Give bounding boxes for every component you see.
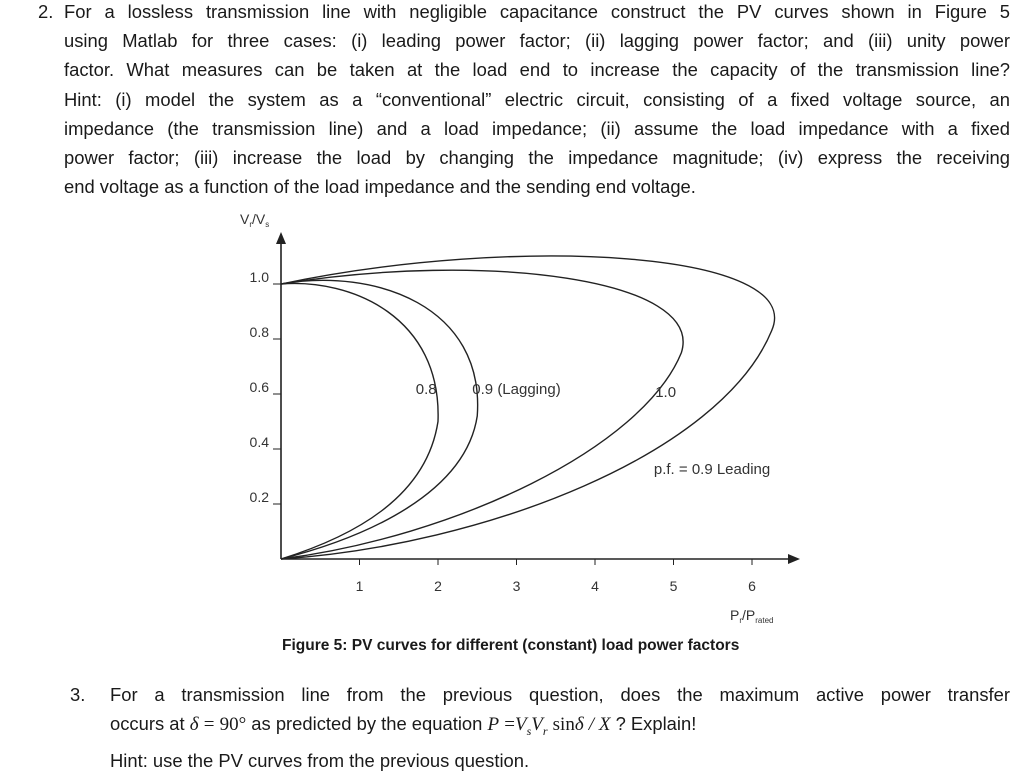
curve-label: 1.0 (655, 383, 677, 401)
text-fragment: occurs at (110, 713, 185, 735)
pv-curves-chart (200, 200, 820, 630)
equation-v: V (531, 714, 543, 736)
axis-label-part: /P (742, 607, 756, 623)
y-tick-label: 0.8 (249, 324, 269, 340)
equation-v: V (514, 714, 527, 736)
x-axis-arrow (788, 554, 800, 564)
axis-label-part: s (265, 220, 270, 229)
curve-label: p.f. = 0.9 Leading (653, 460, 771, 478)
y-tick-label: 0.4 (249, 434, 269, 450)
pv-curve-4 (281, 256, 775, 559)
question-3-line: Hint: use the PV curves from the previous question. (110, 750, 530, 772)
y-axis-label (240, 211, 269, 229)
axis-label-part: /V (252, 211, 266, 227)
x-tick-label: 4 (591, 578, 599, 594)
axis-label-part: P (730, 607, 740, 623)
text-fragment: ? Explain! (615, 713, 697, 735)
question-2-text (64, 0, 1010, 201)
pv-curve-3 (281, 270, 683, 559)
axis-label-part: r (739, 616, 743, 625)
question-3-line-2 (110, 709, 1010, 746)
figure-caption: Figure 5: PV curves for different (constant) load power factors (282, 637, 740, 654)
equals-sign: = (504, 714, 515, 736)
x-tick-label: 2 (434, 578, 442, 594)
question-2-line: factor. What measures can be taken at the load end to increase the capacity of the transmission line? (64, 59, 1010, 81)
question-2 (38, 0, 1010, 201)
pv-curve-2 (281, 280, 478, 559)
question-2-line: using Matlab for three cases: (i) leading power factor; (ii) lagging power factor; and (iii) unity power (64, 30, 1010, 52)
x-axis-label (730, 607, 773, 625)
y-tick-label: 0.2 (249, 489, 269, 505)
axis-label-part: V (240, 211, 250, 227)
y-axis-arrow (276, 232, 286, 244)
axis-label-part: r (249, 220, 253, 229)
y-tick-label: 1.0 (249, 269, 269, 285)
text-fragment: as predicted by the equation (251, 713, 483, 735)
x-tick-label: 1 (355, 578, 364, 594)
question-3-text (110, 680, 1010, 776)
equation-p: P (487, 714, 500, 736)
question-2-line: Hint: (i) model the system as a “conventional” electric circuit, consisting of a fixed voltage source, an (64, 88, 1010, 110)
equation-sin: sin (552, 714, 575, 736)
question-2-number: 2. (38, 1, 54, 22)
chart-labels (240, 211, 773, 625)
delta-symbol: δ (574, 714, 584, 736)
subscript-s: s (526, 724, 532, 739)
question-3-line: For a transmission line from the previous question, does the maximum active power transfer (110, 684, 1010, 705)
chart-curves (281, 256, 775, 559)
equals-sign: = (203, 714, 215, 736)
subscript-r: r (542, 724, 548, 739)
curve-label: 0.9 (Lagging) (472, 381, 561, 398)
question-2-line: For a lossless transmission line with negligible capacitance construct the PV curves shown in Figure 5 (64, 1, 1010, 22)
curve-label: 0.8 (415, 381, 437, 398)
axis-label-part: rated (755, 616, 774, 625)
question-3-number: 3. (70, 684, 86, 705)
x-tick-label: 3 (512, 578, 521, 594)
x-tick-label: 5 (669, 578, 678, 594)
question-2-line: power factor; (iii) increase the load by changing the impedance magnitude; (iv) express the receiving (64, 147, 1010, 169)
x-tick-label: 6 (748, 578, 756, 594)
y-tick-label: 0.6 (249, 379, 269, 395)
pv-curve-1 (281, 283, 438, 559)
question-2-line: end voltage as a function of the load impedance and the sending end voltage. (64, 176, 696, 198)
angle-value: 90° (219, 714, 247, 736)
equation-over-x: / X (588, 714, 611, 736)
question-2-line: impedance (the transmission line) and a load impedance; (ii) assume the load impedance with a fixed (64, 117, 1010, 139)
delta-symbol: δ (189, 714, 199, 736)
question-3 (70, 680, 1010, 776)
